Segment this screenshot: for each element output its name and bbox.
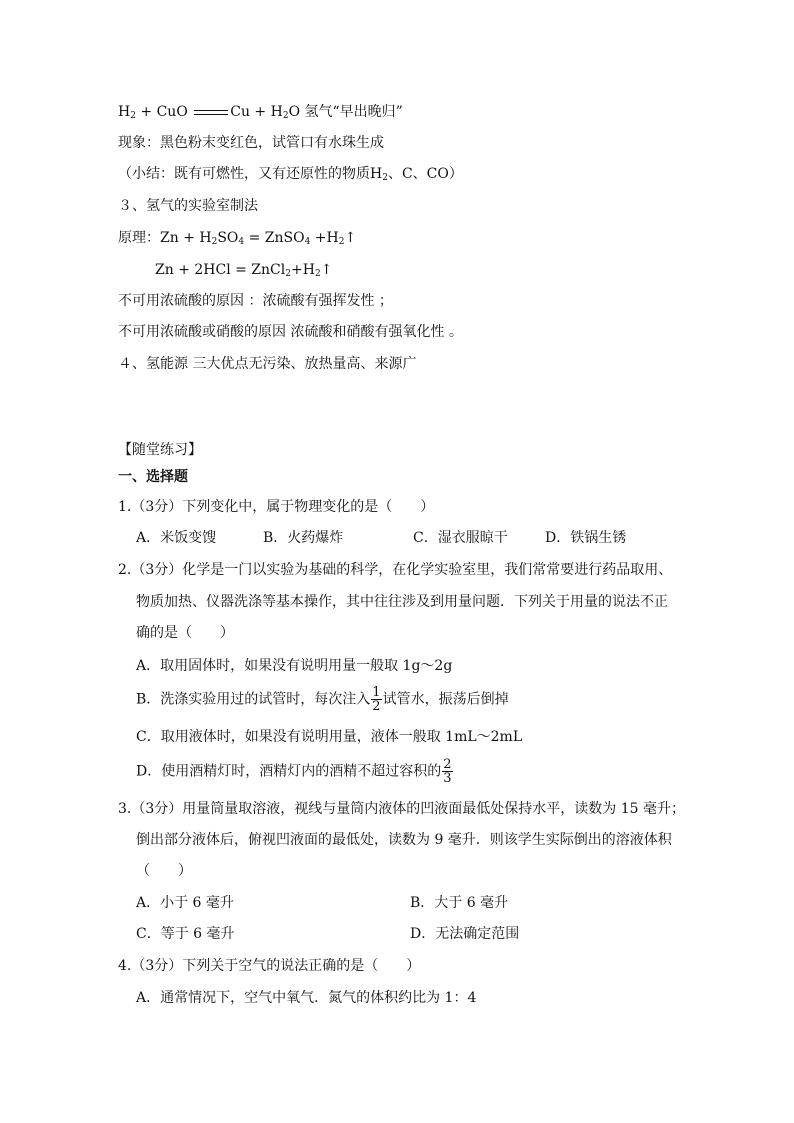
principle-equation-1: 原理：$Zn + H_2SO_4$ = ZnSO$_4$ $+H_2↑$ bbox=[118, 230, 357, 247]
equation-hydrogen-reduction: $H_2$ + CuO $Cu + H_2O$ 氢气“早出晚归” bbox=[118, 104, 403, 121]
question-1-option-b: B．火药爆炸 bbox=[263, 530, 344, 546]
question-2-option-c: C．取用液体时，如果没有说明用量，液体一般取 1mL～2mL bbox=[136, 729, 523, 745]
question-1-option-c: C．湿衣服晾干 bbox=[413, 530, 508, 546]
question-2-stem-line-2: 物质加热、仪器洗涤等基本操作，其中往往涉及到用量问题．下列关于用量的说法不正 bbox=[136, 594, 668, 610]
question-4-stem: 4.（3分）下列关于空气的说法正确的是（ ） bbox=[118, 958, 421, 974]
question-3-option-c: C．等于 6 毫升 bbox=[136, 926, 235, 942]
question-3-stem-line-1: 3.（3分）用量筒量取溶液，视线与量筒内液体的凹液面最低处保持水平，读数为 15 毫升； bbox=[118, 801, 685, 817]
question-2-option-d: D．使用酒精灯时，酒精灯内的酒精不超过容积的 $\frac{2}{3}$ bbox=[136, 757, 452, 786]
question-2-option-a: A．取用固体时，如果没有说明用量一般取 1g～2g bbox=[136, 658, 453, 674]
section-heading-3: ３、氢气的实验室制法 bbox=[118, 198, 258, 214]
question-2-stem-line-1: 2.（3分）化学是一门以实验为基础的科学，在化学实验室里，我们常常要进行药品取用、 bbox=[118, 562, 673, 578]
question-3-stem-line-2: 倒出部分液体后，俯视凹液面的最低处，读数为 9 毫升．则该学生实际倒出的溶液体积 bbox=[136, 832, 672, 848]
summary-text: （小结：既有可燃性，又有还原性的物质$H_2$、C、CO） bbox=[118, 166, 463, 183]
practice-heading: 【随堂练习】 bbox=[118, 442, 202, 458]
question-3-option-a: A．小于 6 毫升 bbox=[136, 895, 234, 911]
fraction-half: $\frac{1}{2}$ bbox=[372, 685, 381, 714]
question-4-option-a: A．通常情况下，空气中氧气．氮气的体积约比为 1：4 bbox=[136, 990, 477, 1006]
equals-sign bbox=[194, 110, 228, 115]
question-3-option-d: D．无法确定范围 bbox=[410, 926, 520, 942]
section-choice-heading: 一、选择题 bbox=[118, 469, 188, 485]
section-heading-4: ４、氢能源 三大优点无污染、放热量高、来源广 bbox=[118, 356, 417, 372]
question-2-option-b: B．洗涤实验用过的试管时，每次注入 $\frac{1}{2}$ 试管水，振荡后倒掉 bbox=[136, 685, 509, 714]
question-3-stem-line-3: （ ） bbox=[136, 863, 192, 879]
reason-text-1: 不可用浓硫酸的原因 ：浓硫酸有强挥发性 ； bbox=[118, 293, 393, 309]
phenomenon-text: 现象：黑色粉末变红色，试管口有水珠生成 bbox=[118, 135, 384, 151]
question-2-stem-line-3: 确的是（ ） bbox=[136, 625, 234, 641]
question-1-option-d: D．铁锅生锈 bbox=[545, 530, 627, 546]
reason-text-2: 不可用浓硫酸或硝酸的原因 浓硫酸和硝酸有强氧化性 。 bbox=[118, 324, 463, 340]
question-1-option-a: A．米饭变馊 bbox=[136, 530, 217, 546]
principle-equation-2: $Zn + 2HCl = ZnCl_2+H_2↑$ bbox=[155, 262, 333, 279]
fraction-two-thirds: $\frac{2}{3}$ bbox=[443, 757, 452, 786]
question-3-option-b: B．大于 6 毫升 bbox=[410, 895, 509, 911]
question-1-stem: 1.（3分）下列变化中，属于物理变化的是（ ） bbox=[118, 499, 435, 515]
